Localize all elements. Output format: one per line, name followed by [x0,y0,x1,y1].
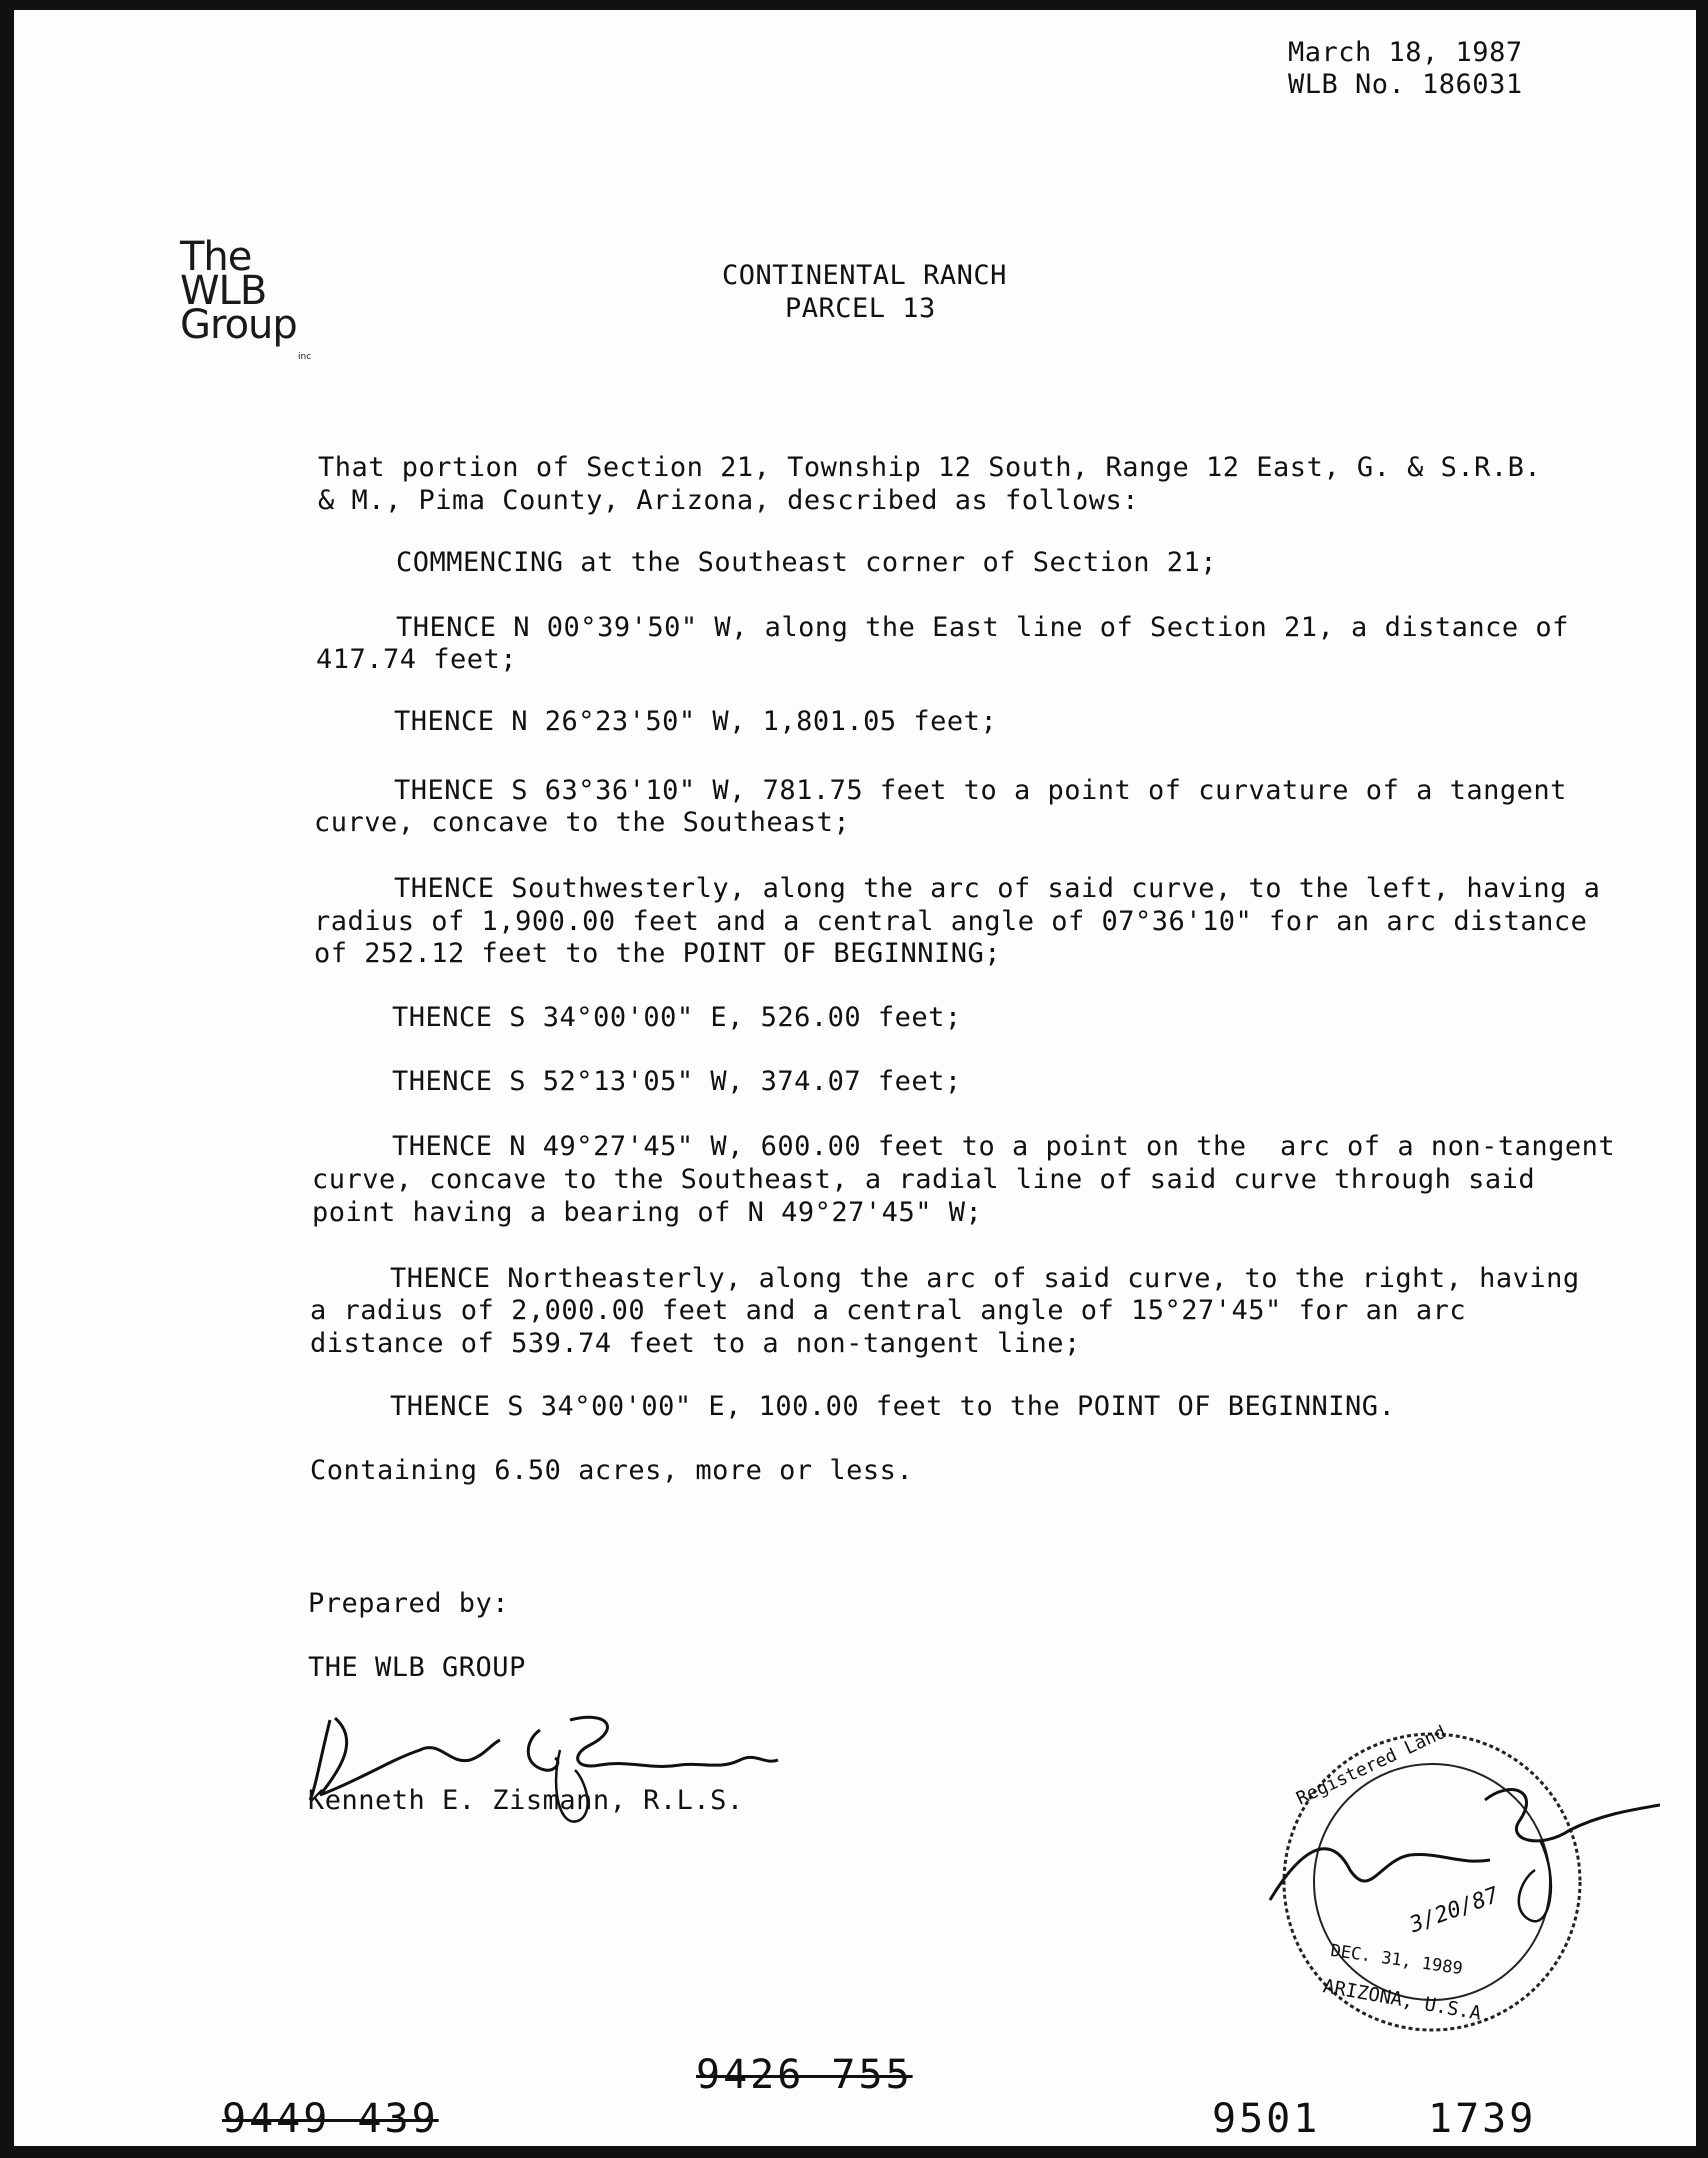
struck-number-1: 9449 439 [222,2096,439,2142]
seal-expiration: DEC. 31, 1989 [1329,1940,1464,1980]
document-number-2: 1739 [1428,2096,1537,2142]
paragraph-5-line-1: THENCE Southwesterly, along the arc of said curve, to the left, having a [394,873,1601,904]
paragraph-7: THENCE S 52°13'05" W, 374.07 feet; [392,1066,962,1097]
seal-top-text: Registered Land [1293,1721,1450,1810]
document-date: March 18, 1987 [1288,37,1523,68]
signer-name: Kenneth E. Zismann, R.L.S. [308,1785,744,1816]
scan-border-right [1696,0,1708,2158]
paragraph-2-line-1: THENCE N 00°39'50" W, along the East line of Section 21, a distance of [396,612,1569,643]
paragraph-2-line-2: 417.74 feet; [316,644,518,675]
prepared-by-label: Prepared by: [308,1588,510,1619]
registered-surveyor-seal [1240,1730,1660,2040]
paragraph-5-line-2: radius of 1,900.00 feet and a central angle of 07°36'10" for an arc distance [314,906,1588,937]
title-line-2: PARCEL 13 [785,293,936,324]
title-line-1: CONTINENTAL RANCH [722,260,1007,291]
logo-inc: inc [298,352,312,362]
paragraph-8-line-3: point having a bearing of N 49°27'45" W; [312,1197,983,1228]
paragraph-8-line-2: curve, concave to the Southeast, a radial line of said curve through said [312,1164,1536,1195]
intro-line-2: & M., Pima County, Arizona, described as follows: [318,485,1140,516]
paragraph-9-line-2: a radius of 2,000.00 feet and a central angle of 15°27'45" for an arc [310,1295,1467,1326]
paragraph-4-line-1: THENCE S 63°36'10" W, 781.75 feet to a point of curvature of a tangent [394,775,1567,806]
logo-line-the: The [180,234,252,280]
wlb-number: WLB No. 186031 [1288,69,1523,100]
scan-border-left [0,0,14,2158]
paragraph-6: THENCE S 34°00'00" E, 526.00 feet; [392,1002,962,1033]
paragraph-10: THENCE S 34°00'00" E, 100.00 feet to the POINT OF BEGINNING. [390,1391,1396,1422]
seal-bottom-text: ARIZONA, U.S.A. [1321,1975,1495,2027]
paragraph-8-line-1: THENCE N 49°27'45" W, 600.00 feet to a point on the arc of a non-tangent [392,1131,1616,1162]
paragraph-9-line-1: THENCE Northeasterly, along the arc of said curve, to the right, having [390,1263,1580,1294]
scan-border-top [0,0,1708,10]
logo-line-wlb: WLB [180,268,267,314]
struck-number-2: 9426 755 [696,2052,913,2098]
paragraph-4-line-2: curve, concave to the Southeast; [314,807,851,838]
intro-line-1: That portion of Section 21, Township 12 South, Range 12 East, G. & S.R.B. [318,452,1542,483]
paragraph-5-line-3: of 252.12 feet to the POINT OF BEGINNING; [314,938,1001,969]
logo-line-group: Group [180,302,297,348]
company-name: THE WLB GROUP [308,1652,526,1683]
seal-handwritten-date: 3/20/87 [1406,1882,1503,1939]
scan-border-bottom [0,2146,1708,2158]
paragraph-3: THENCE N 26°23'50" W, 1,801.05 feet; [394,706,998,737]
wlb-group-logo [180,234,312,362]
containing-acres: Containing 6.50 acres, more or less. [310,1455,914,1486]
paragraph-commencing: COMMENCING at the Southeast corner of Section 21; [396,547,1218,578]
document-number-1: 9501 [1212,2096,1321,2142]
paragraph-9-line-3: distance of 539.74 feet to a non-tangent line; [310,1328,1081,1359]
